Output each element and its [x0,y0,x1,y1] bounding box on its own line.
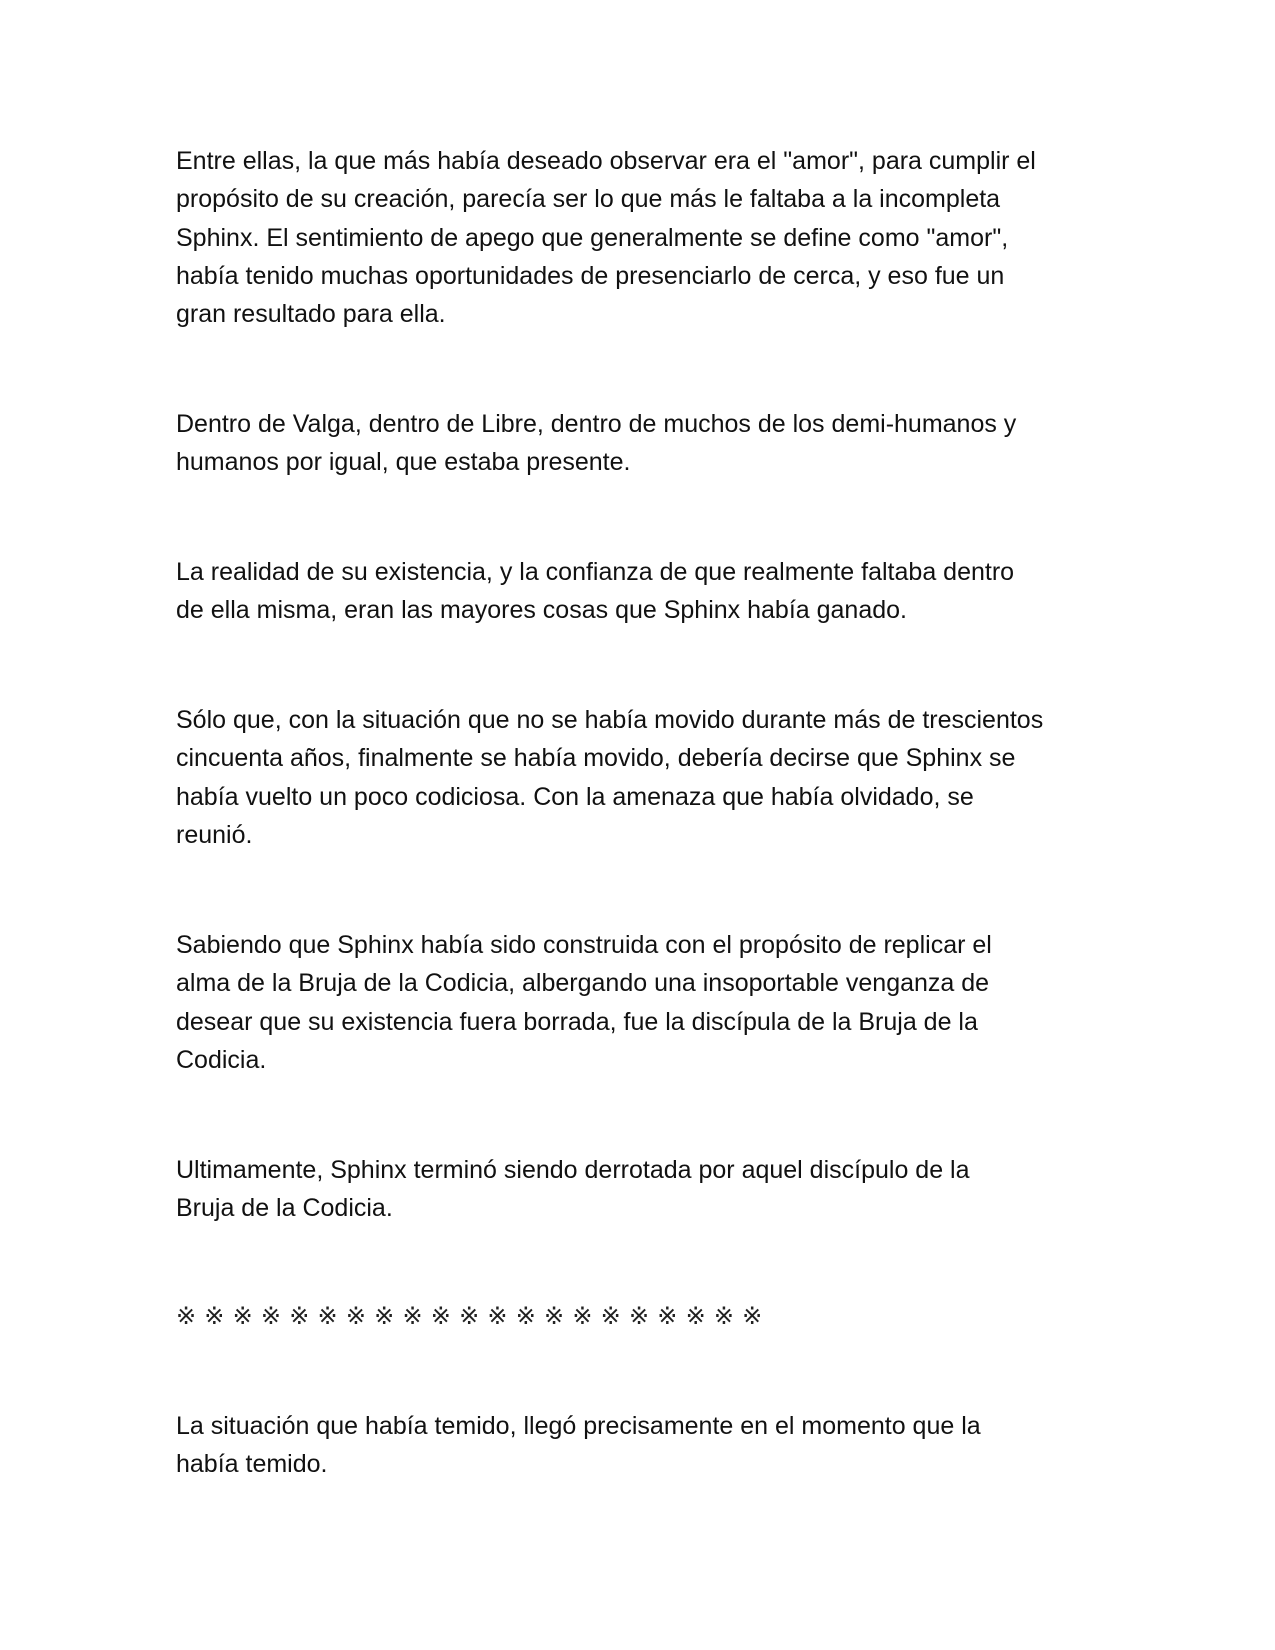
paragraph-line: había temido. [176,1450,328,1479]
paragraph-line: había vuelto un poco codiciosa. Con la amenaza que había olvidado, se [176,782,974,811]
paragraph-line: La realidad de su existencia, y la confianza de que realmente faltaba dentro [176,558,1015,586]
paragraph-line: Ultimamente, Sphinx terminó siendo derrotada por aquel discípulo de la [176,1156,970,1184]
paragraph-line: gran resultado para ella. [176,300,446,329]
paragraph-line: cincuenta años, finalmente se había movido, debería decirse que Sphinx se [176,744,1016,773]
paragraph-line: Sphinx. El sentimiento de apego que generalmente se define como "amor", [176,223,1009,252]
paragraph-line: alma de la Bruja de la Codicia, albergando una insoportable venganza de [176,969,990,998]
paragraph-5 [176,926,1106,1079]
paragraph-line: Codicia. [176,1045,267,1074]
paragraph-4 [176,701,1106,854]
paragraph-line: propósito de su creación, parecía ser lo que más le faltaba a la incompleta [176,185,1001,214]
paragraph-6 [176,1151,1106,1228]
paragraph-line: Dentro de Valga, dentro de Libre, dentro de muchos de los demi-humanos y [176,410,1017,438]
paragraph-line: humanos por igual, que estaba presente. [176,448,631,477]
paragraph-line: Sabiendo que Sphinx había sido construida con el propósito de replicar el [176,931,992,959]
paragraph-line: había tenido muchas oportunidades de presenciarlo de cerca, y eso fue un [176,261,1005,290]
paragraph-2 [176,405,1106,482]
paragraph-line: La situación que había temido, llegó precisamente en el momento que la [176,1412,981,1440]
paragraph-line: Entre ellas, la que más había deseado observar era el "amor", para cumplir el [176,147,1036,175]
paragraph-3 [176,553,1106,630]
paragraph-1 [176,142,1106,333]
scene-separator: ※※※※※※※※※※※※※※※※※※※※※ [176,1302,771,1330]
paragraph-line: Bruja de la Codicia. [176,1194,393,1223]
paragraph-line: reunió. [176,820,253,849]
paragraph-line: desear que su existencia fuera borrada, fue la discípula de la Bruja de la [176,1007,978,1036]
closing-paragraph [176,1407,1106,1484]
paragraph-line: Sólo que, con la situación que no se había movido durante más de trescientos [176,706,1044,734]
paragraph-line: de ella misma, eran las mayores cosas que Sphinx había ganado. [176,596,907,625]
